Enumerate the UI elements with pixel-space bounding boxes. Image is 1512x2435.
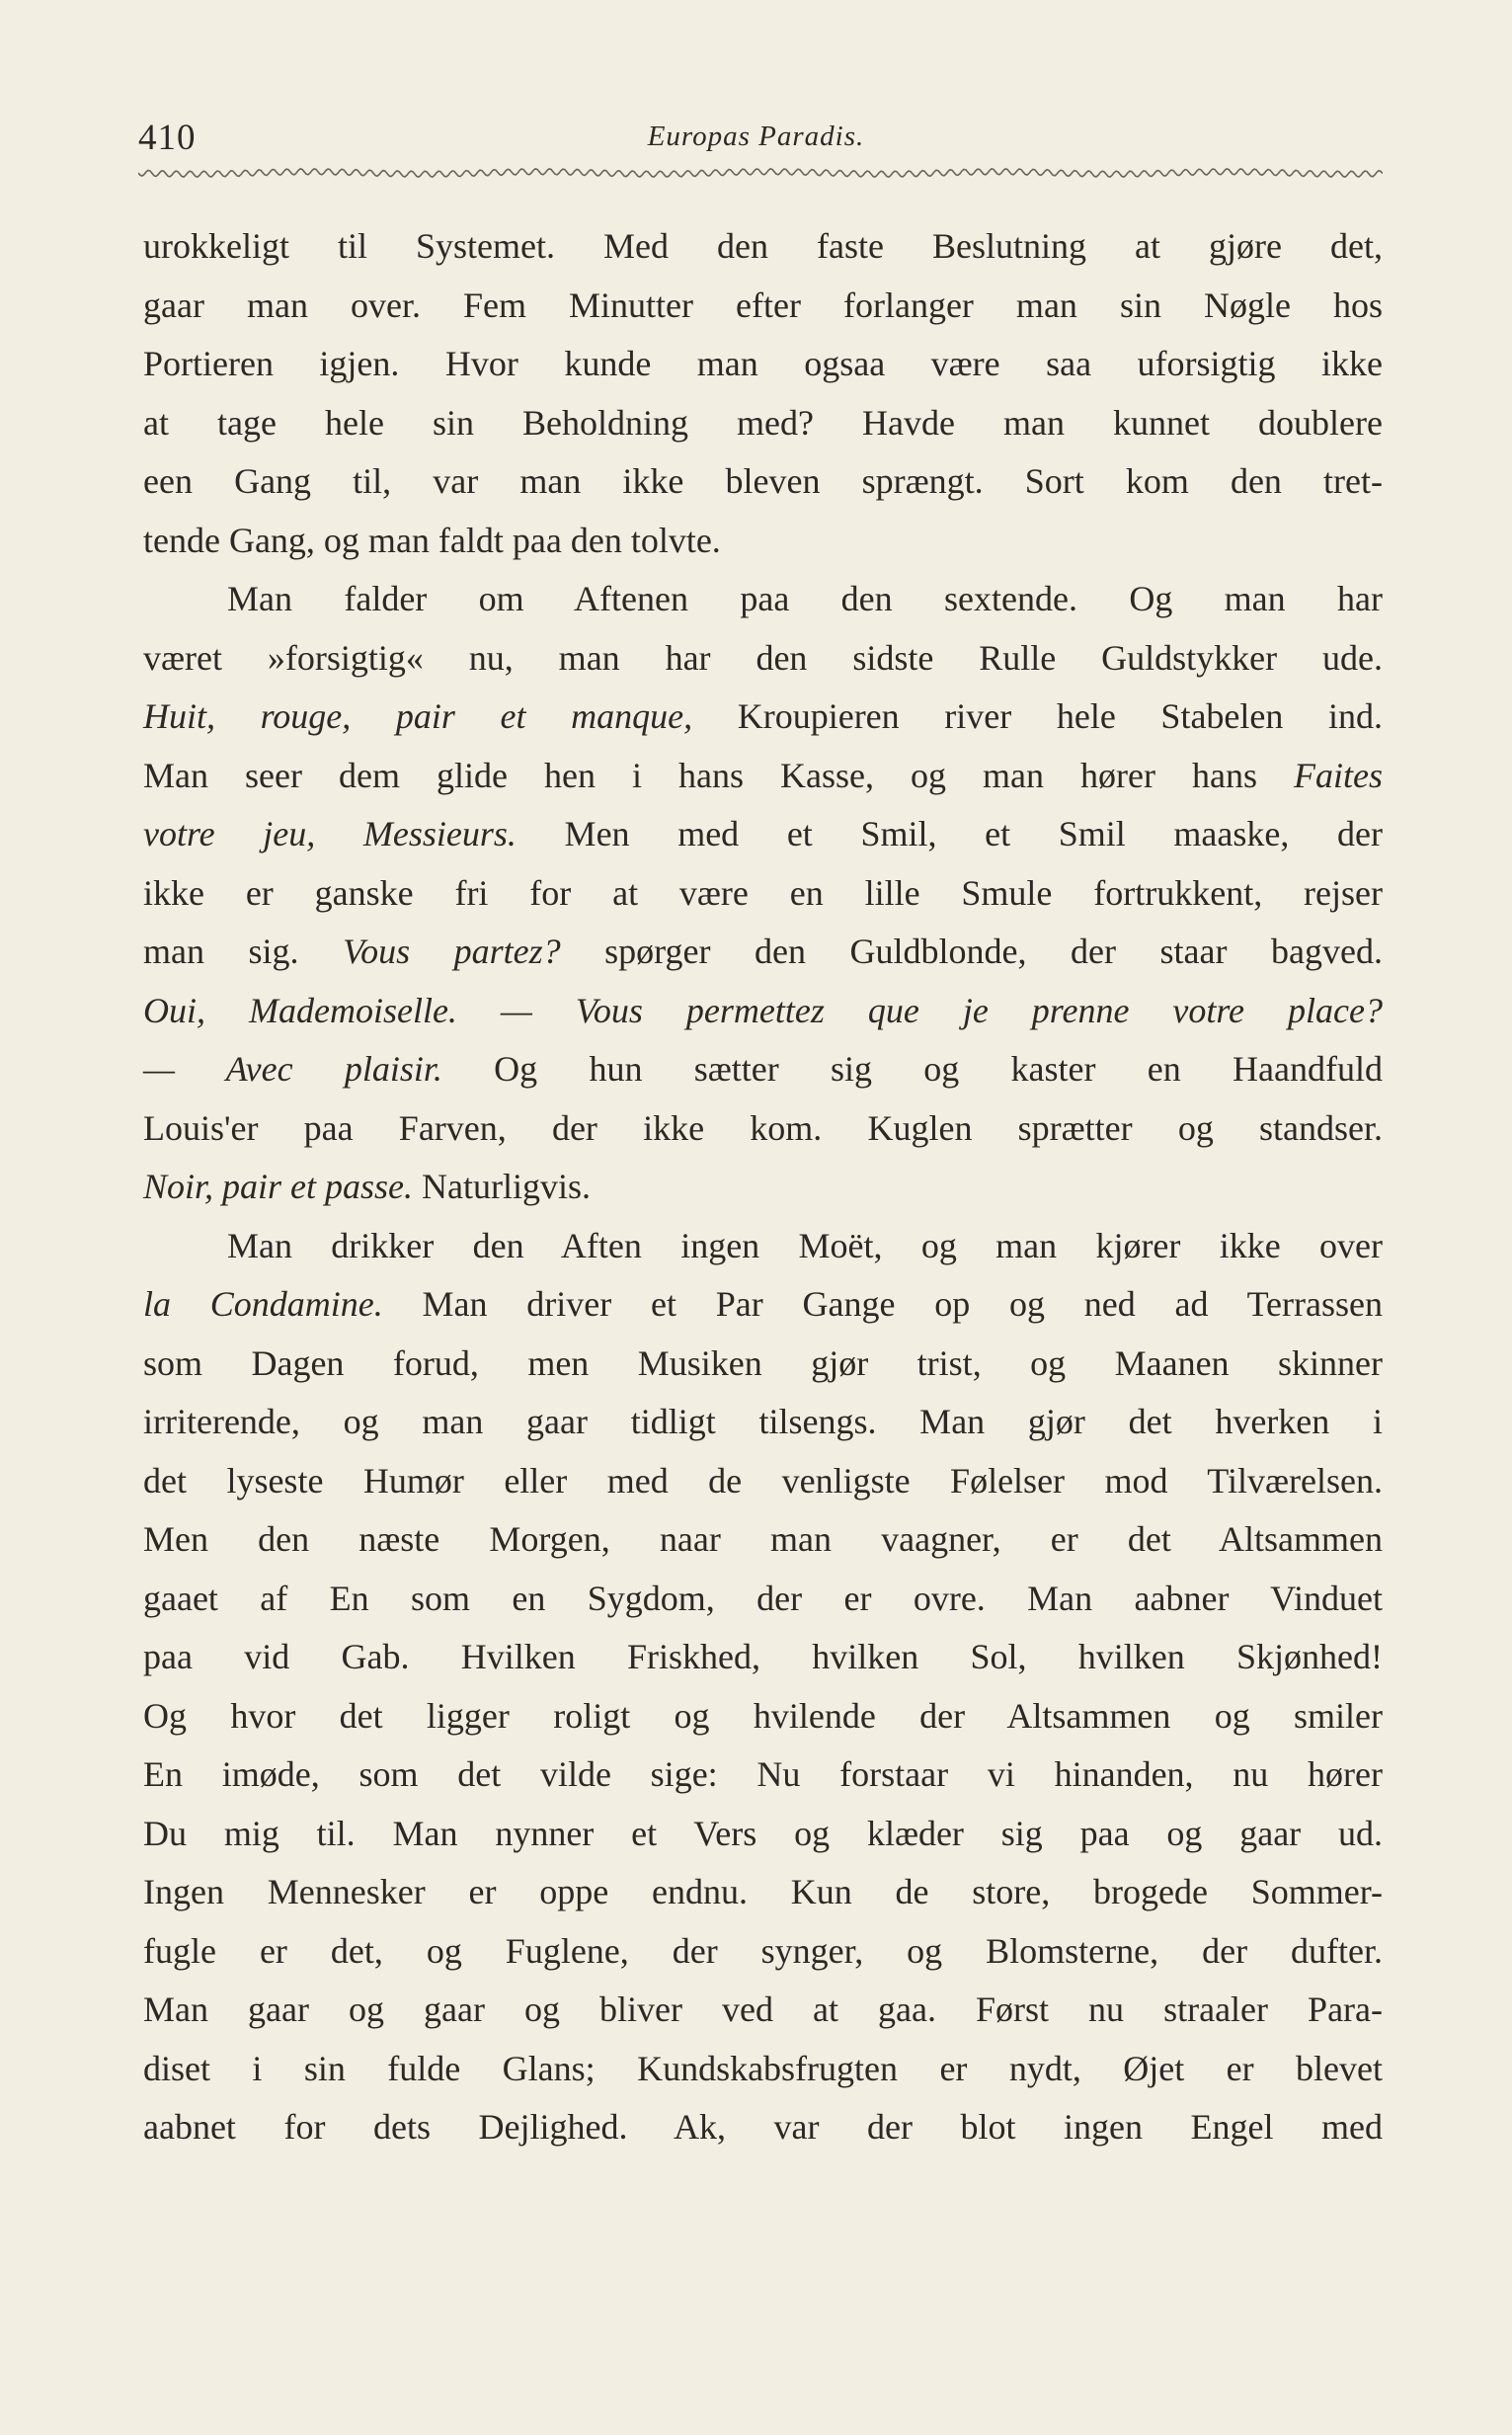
italic-text-segment: Faites (1294, 755, 1383, 795)
text-line (143, 217, 1383, 277)
text-segment: Louis'er paa Farven, der ikke kom. Kuglen sprætter og standser. (143, 1107, 1383, 1148)
text-line (143, 1040, 1383, 1099)
text-segment: aabnet for dets Dejlighed. Ak, var der blot ingen Engel med (143, 2107, 1383, 2147)
text-line (143, 1863, 1383, 1922)
text-segment: været »forsigtig« nu, man har den sidste Rulle Guldstykker ude. (143, 637, 1383, 678)
text-segment: spørger den Guldblonde, der staar bagved. (560, 932, 1383, 971)
text-line (143, 1510, 1383, 1570)
text-segment: Man gaar og gaar og bliver ved at gaa. Først nu straaler Para- (143, 1989, 1383, 2029)
text-line (143, 1745, 1383, 1805)
text-segment: Ingen Mennesker er oppe endnu. Kun de store, brogede Sommer- (143, 1872, 1383, 1911)
text-segment: Men med et Smil, et Smil maaske, der (516, 814, 1383, 853)
text-line (143, 1628, 1383, 1687)
text-line (143, 335, 1383, 394)
italic-text-segment: — Avec plaisir. (143, 1049, 442, 1089)
text-segment: Men den næste Morgen, naar man vaagner, er det Altsammen (143, 1519, 1383, 1559)
italic-text-segment: Vous partez? (343, 932, 561, 971)
text-segment: Man falder om Aftenen paa den sextende. Og man har (227, 579, 1383, 618)
italic-text-segment: la Condamine. (143, 1284, 383, 1324)
text-line (143, 1393, 1383, 1452)
text-segment: gaar man over. Fem Minutter efter forlanger man sin Nøgle hos (143, 284, 1383, 325)
text-segment: een Gang til, var man ikke bleven sprængt. Sort kom den tret- (143, 461, 1383, 501)
body-text (143, 217, 1383, 2157)
text-line (143, 1687, 1383, 1746)
text-segment: Portieren igjen. Hvor kunde man ogsaa være saa uforsigtig ikke (143, 344, 1383, 383)
text-segment: Man driver et Par Gange op og ned ad Terrassen (382, 1284, 1383, 1324)
text-line (143, 923, 1383, 982)
text-line (143, 1275, 1383, 1335)
text-line (143, 394, 1383, 453)
text-line (143, 570, 1383, 629)
text-line (143, 277, 1383, 336)
text-line (143, 1805, 1383, 1864)
text-segment: irriterende, og man gaar tidligt tilsengs. Man gjør det hverken i (143, 1402, 1383, 1441)
text-segment: Man drikker den Aften ingen Moët, og man kjører ikke over (227, 1225, 1383, 1265)
text-line (143, 1158, 1383, 1217)
text-line (143, 1570, 1383, 1629)
text-segment: at tage hele sin Beholdning med? Havde man kunnet doublere (143, 402, 1383, 443)
text-line (143, 688, 1383, 747)
italic-text-segment: Oui, Mademoiselle. — Vous permettez que je prenne votre place? (143, 990, 1383, 1030)
italic-text-segment: Huit, rouge, pair et manque, (143, 696, 693, 736)
text-segment: Du mig til. Man nynner et Vers og klæder sig paa og gaar ud. (143, 1813, 1383, 1853)
page-number: 410 (138, 118, 197, 158)
text-line (143, 512, 1383, 571)
text-line (143, 1335, 1383, 1394)
text-line (143, 982, 1383, 1041)
text-line (143, 629, 1383, 689)
text-line (143, 2040, 1383, 2099)
text-line (143, 1452, 1383, 1511)
text-line (143, 1981, 1383, 2040)
text-segment: Og hun sætter sig og kaster en Haandfuld (441, 1049, 1383, 1089)
text-line (143, 864, 1383, 924)
text-segment: urokkeligt til Systemet. Med den faste Beslutning at gjøre det, (143, 226, 1383, 266)
text-segment: Man seer dem glide hen i hans Kasse, og man hører hans (143, 755, 1295, 795)
text-segment: Kroupieren river hele Stabelen ind. (692, 696, 1384, 736)
text-segment: tende Gang, og man faldt paa den tolvte. (143, 520, 721, 560)
text-segment: man sig. (143, 932, 344, 971)
text-line (143, 2098, 1383, 2157)
italic-text-segment: Noir, pair et passe. (143, 1167, 414, 1206)
running-title: Europas Paradis. (647, 121, 865, 152)
text-line (143, 1099, 1383, 1159)
italic-text-segment: votre jeu, Messieurs. (143, 814, 517, 853)
text-segment: En imøde, som det vilde sige: Nu forstaar vi hinanden, nu hører (143, 1754, 1383, 1794)
text-line (143, 1922, 1383, 1982)
text-segment: fugle er det, og Fuglene, der synger, og Blomsterne, der dufter. (143, 1930, 1383, 1971)
text-segment: Naturligvis. (413, 1167, 592, 1206)
text-segment: som Dagen forud, men Musiken gjør trist, og Maanen skinner (143, 1342, 1383, 1383)
text-line (143, 805, 1383, 864)
text-segment: gaaet af En som en Sygdom, der er ovre. Man aabner Vinduet (143, 1578, 1383, 1618)
text-segment: det lyseste Humør eller med de venligste Følelser mod Tilværelsen. (143, 1460, 1383, 1501)
text-line (143, 452, 1383, 512)
text-segment: Og hvor det ligger roligt og hvilende der Altsammen og smiler (143, 1695, 1383, 1736)
text-line (143, 1217, 1383, 1276)
text-segment: ikke er ganske fri for at være en lille Smule fortrukkent, rejser (143, 872, 1383, 913)
text-segment: diset i sin fulde Glans; Kundskabsfrugten er nydt, Øjet er blevet (143, 2048, 1383, 2088)
wavy-header-rule (138, 164, 1383, 182)
text-line (143, 747, 1383, 806)
text-segment: paa vid Gab. Hvilken Friskhed, hvilken Sol, hvilken Skjønhed! (143, 1637, 1383, 1676)
